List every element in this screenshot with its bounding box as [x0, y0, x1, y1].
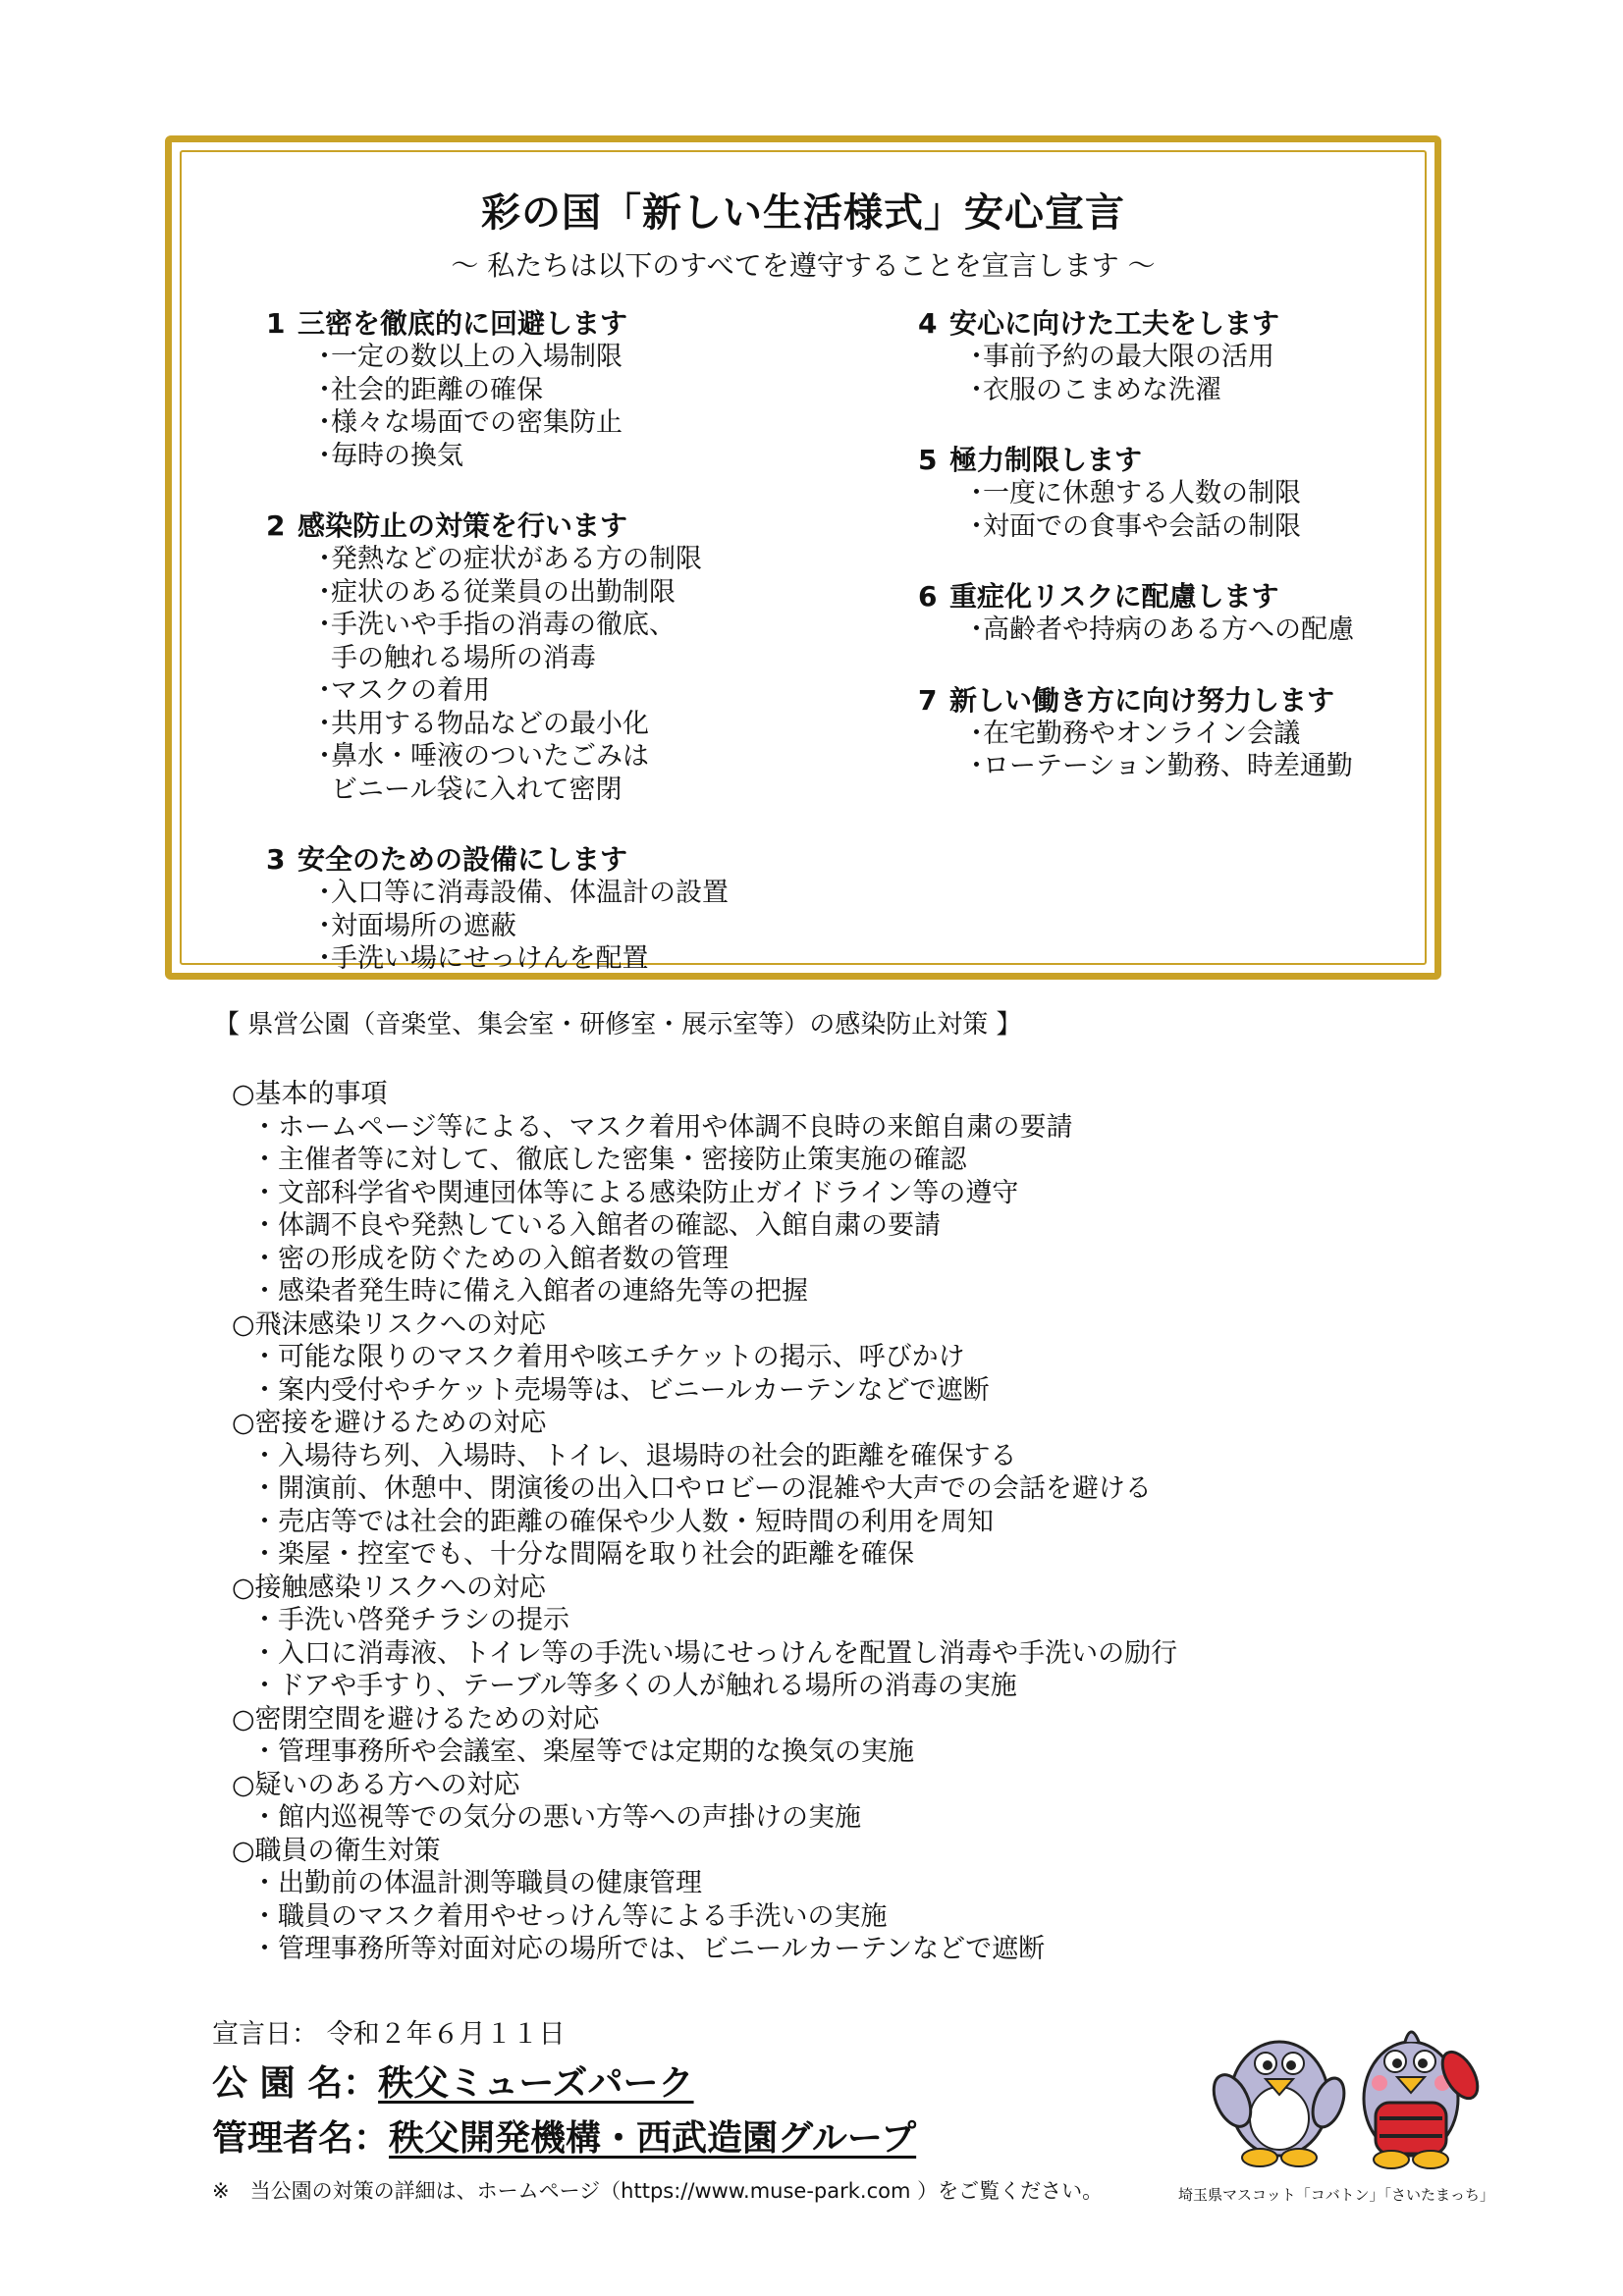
measure-item: ・文部科学省や関連団体等による感染防止ガイドライン等の遵守	[251, 1177, 1019, 1208]
section-item	[963, 750, 1429, 783]
section-heading	[266, 307, 816, 341]
declaration-section	[918, 307, 1429, 406]
date-value: 令和２年６月１１日	[326, 2019, 566, 2050]
measure-item: ・手洗い啓発チラシの提示	[251, 1605, 569, 1635]
section-item-text: 事前予約の最大限の活用	[983, 342, 1274, 372]
section-item-text: 高齢者や持病のある方への配慮	[983, 614, 1354, 645]
measure-item: ・楽屋・控室でも、十分な間隔を取り社会的距離を確保	[251, 1539, 914, 1570]
section-item-text: 様々な場面での密集防止	[331, 407, 622, 438]
declaration-section	[266, 843, 816, 976]
section-item-text: 共用する物品などの最小化	[331, 708, 649, 739]
declaration-section	[918, 444, 1429, 543]
section-heading	[918, 580, 1429, 614]
section-item-list	[918, 614, 1429, 647]
section-item	[963, 477, 1429, 510]
measure-category: ○基本的事項	[232, 1079, 388, 1109]
section-item-list	[918, 718, 1429, 783]
park-name-row	[212, 2056, 694, 2106]
measure-item: ・管理事務所や会議室、楽屋等では定期的な換気の実施	[251, 1736, 914, 1767]
measure-item: ・主催者等に対して、徹底した密集・密接防止策実施の確認	[251, 1145, 967, 1175]
section-item-text: マスクの着用	[331, 675, 490, 706]
section-item	[311, 740, 816, 806]
measure-category: ○密接を避けるための対応	[232, 1408, 547, 1438]
section-item	[311, 609, 816, 674]
section-number: 1	[266, 307, 286, 340]
bullet-icon: ・	[311, 741, 338, 772]
section-item-list	[266, 543, 816, 806]
section-item-continuation: 手の触れる場所の消毒	[331, 642, 596, 673]
bullet-icon: ・	[963, 374, 990, 405]
section-heading	[918, 684, 1429, 718]
section-item	[963, 718, 1429, 751]
bullet-icon: ・	[311, 407, 338, 438]
bullet-icon: ・	[311, 342, 338, 372]
measures-title: 【 県営公園（音楽堂、集会室・研修室・展示室等）の感染防止対策 】	[214, 1010, 1022, 1040]
section-item	[311, 674, 816, 708]
section-heading	[918, 444, 1429, 477]
measure-item: ・ドアや手すり、テーブル等多くの人が触れる場所の消毒の実施	[251, 1671, 1017, 1701]
measure-item: ・売店等では社会的距離の確保や少人数・短時間の利用を周知	[251, 1506, 994, 1537]
section-item-text: 対面での食事や会話の制限	[983, 510, 1301, 542]
measure-item: ・出勤前の体温計測等職員の健康管理	[251, 1868, 702, 1898]
park-name: 秩父ミューズパーク	[378, 2063, 694, 2104]
declaration-frame	[165, 135, 1441, 980]
section-item	[963, 510, 1429, 544]
bullet-icon: ・	[311, 675, 338, 706]
declaration-section	[266, 509, 816, 806]
section-item-text: 手洗いや手指の消毒の徹底、	[331, 610, 676, 640]
measure-item: ・管理事務所等対面対応の場所では、ビニールカーテンなどで遮断	[251, 1934, 1046, 1964]
section-item-list	[266, 877, 816, 976]
measure-item: ・入口に消毒液、トイレ等の手洗い場にせっけんを配置し消毒や手洗いの励行	[251, 1637, 1178, 1669]
measure-item: ・ホームページ等による、マスク着用や体調不良時の来館自粛の要請	[251, 1111, 1073, 1143]
footer-note: ※ 当公園の対策の詳細は、ホームページ（https://www.muse-park.com ）をご覧ください。	[212, 2179, 1104, 2203]
section-item	[963, 341, 1429, 374]
bullet-icon: ・	[311, 708, 338, 739]
bullet-icon: ・	[311, 878, 338, 908]
section-item-text: 社会的距離の確保	[331, 374, 543, 405]
section-heading-text: 重症化リスクに配慮します	[949, 580, 1279, 613]
section-item	[311, 877, 816, 910]
section-item-text: 一定の数以上の入場制限	[331, 342, 622, 372]
kobaton-mascot-icon	[1207, 2042, 1350, 2166]
section-item	[963, 614, 1429, 647]
bullet-icon: ・	[963, 478, 990, 508]
bullet-icon: ・	[311, 374, 338, 405]
saitamacchi-mascot-icon	[1364, 2032, 1485, 2168]
bullet-icon: ・	[311, 943, 338, 974]
section-item-text: 入口等に消毒設備、体温計の設置	[331, 878, 729, 908]
section-item	[311, 576, 816, 610]
section-heading	[266, 509, 816, 543]
mascot-caption: 埼玉県マスコット「コバトン」「さいたまっち」	[1178, 2186, 1494, 2204]
measure-item: ・入場待ち列、入場時、トイレ、退場時の社会的距離を確保する	[251, 1440, 1017, 1471]
measure-item: ・開演前、休憩中、閉演後の出入口やロビーの混雑や大声での会話を避ける	[251, 1473, 1152, 1504]
section-item	[311, 910, 816, 943]
section-heading-text: 新しい働き方に向け努力します	[949, 683, 1335, 717]
bullet-icon: ・	[963, 510, 990, 542]
bullet-icon: ・	[311, 610, 338, 640]
measure-category: ○飛沫感染リスクへの対応	[232, 1308, 547, 1340]
section-item-list	[918, 477, 1429, 543]
declaration-section	[918, 580, 1429, 647]
park-measures	[214, 1007, 1392, 1966]
section-heading-text: 感染防止の対策を行います	[298, 509, 628, 542]
declaration-right-column	[918, 307, 1429, 821]
section-item-text: 症状のある従業員の出勤制限	[331, 576, 676, 608]
measure-item: ・可能な限りのマスク着用や咳エチケットの掲示、呼びかけ	[251, 1342, 965, 1372]
measure-item: ・職員のマスク着用やせっけん等による手洗いの実施	[251, 1900, 888, 1932]
section-item-text: 鼻水・唾液のついたごみは	[331, 741, 649, 772]
manager-label: 管理者名：	[212, 2118, 390, 2159]
section-item	[311, 942, 816, 976]
declaration-section	[266, 307, 816, 472]
bullet-icon: ・	[963, 614, 990, 645]
declaration-section	[918, 684, 1429, 783]
section-number: 5	[918, 444, 938, 476]
park-label: 公 園 名：	[212, 2063, 379, 2104]
bullet-icon: ・	[963, 718, 990, 749]
section-heading	[266, 843, 816, 877]
measure-item: ・案内受付やチケット売場等は、ビニールカーテンなどで遮断	[251, 1374, 990, 1406]
section-item	[311, 440, 816, 473]
section-item-continuation: ビニール袋に入れて密閉	[331, 774, 622, 805]
measure-category: ○疑いのある方への対応	[232, 1769, 520, 1800]
declaration-date	[212, 2012, 566, 2051]
bullet-icon: ・	[311, 576, 338, 608]
bullet-icon: ・	[311, 440, 338, 471]
section-item-text: 一度に休憩する人数の制限	[983, 478, 1301, 508]
section-item	[311, 708, 816, 741]
bullet-icon: ・	[311, 910, 338, 941]
measure-category: ○職員の衛生対策	[232, 1835, 441, 1866]
section-number: 3	[266, 843, 286, 876]
section-item	[311, 374, 816, 407]
mascot-illustration	[1203, 1993, 1488, 2174]
date-label: 宣言日：	[212, 2019, 318, 2050]
section-item-list	[266, 341, 816, 472]
section-number: 2	[266, 509, 286, 542]
section-item-text: 衣服のこまめな洗濯	[983, 374, 1221, 405]
bullet-icon: ・	[963, 751, 990, 781]
measure-item: ・体調不良や発熱している入館者の確認、入館自粛の要請	[251, 1210, 941, 1241]
section-heading-text: 安全のための設備にします	[298, 843, 628, 876]
measure-item: ・館内巡視等での気分の悪い方等への声掛けの実施	[251, 1802, 861, 1833]
bullet-icon: ・	[963, 342, 990, 372]
section-item-list	[918, 341, 1429, 406]
measure-category: ○接触感染リスクへの対応	[232, 1572, 547, 1603]
bullet-icon: ・	[311, 544, 338, 574]
section-item	[311, 341, 816, 374]
measure-category: ○密閉空間を避けるための対応	[232, 1703, 600, 1735]
section-item-text: 手洗い場にせっけんを配置	[331, 943, 649, 974]
section-item-text: 在宅勤務やオンライン会議	[983, 718, 1301, 749]
section-item-text: ローテーション勤務、時差通勤	[983, 751, 1353, 781]
section-number: 4	[918, 307, 938, 340]
measure-item: ・密の形成を防ぐための入館者数の管理	[251, 1243, 729, 1274]
section-number: 7	[918, 683, 938, 717]
section-item-text: 毎時の換気	[331, 440, 463, 471]
section-heading-text: 安心に向けた工夫をします	[949, 307, 1280, 340]
section-item	[963, 374, 1429, 407]
section-item-text: 対面場所の遮蔽	[331, 910, 516, 941]
manager-name: 秩父開発機構・西武造園グループ	[389, 2118, 917, 2159]
section-heading	[918, 307, 1429, 341]
section-heading-text: 極力制限します	[949, 444, 1143, 476]
section-heading-text: 三密を徹底的に回避します	[298, 307, 628, 340]
measure-item: ・感染者発生時に備え入館者の連絡先等の把握	[251, 1276, 808, 1307]
section-number: 6	[918, 580, 938, 613]
declaration-title: 彩の国「新しい生活様式」安心宣言	[481, 190, 1125, 236]
section-item	[311, 406, 816, 440]
section-item-text: 発熱などの症状がある方の制限	[331, 544, 702, 574]
declaration-subtitle: ～ 私たちは以下のすべてを遵守することを宣言します ～	[451, 249, 1156, 282]
manager-name-row	[212, 2110, 916, 2161]
section-item	[311, 543, 816, 576]
declaration-left-column	[266, 307, 816, 1013]
